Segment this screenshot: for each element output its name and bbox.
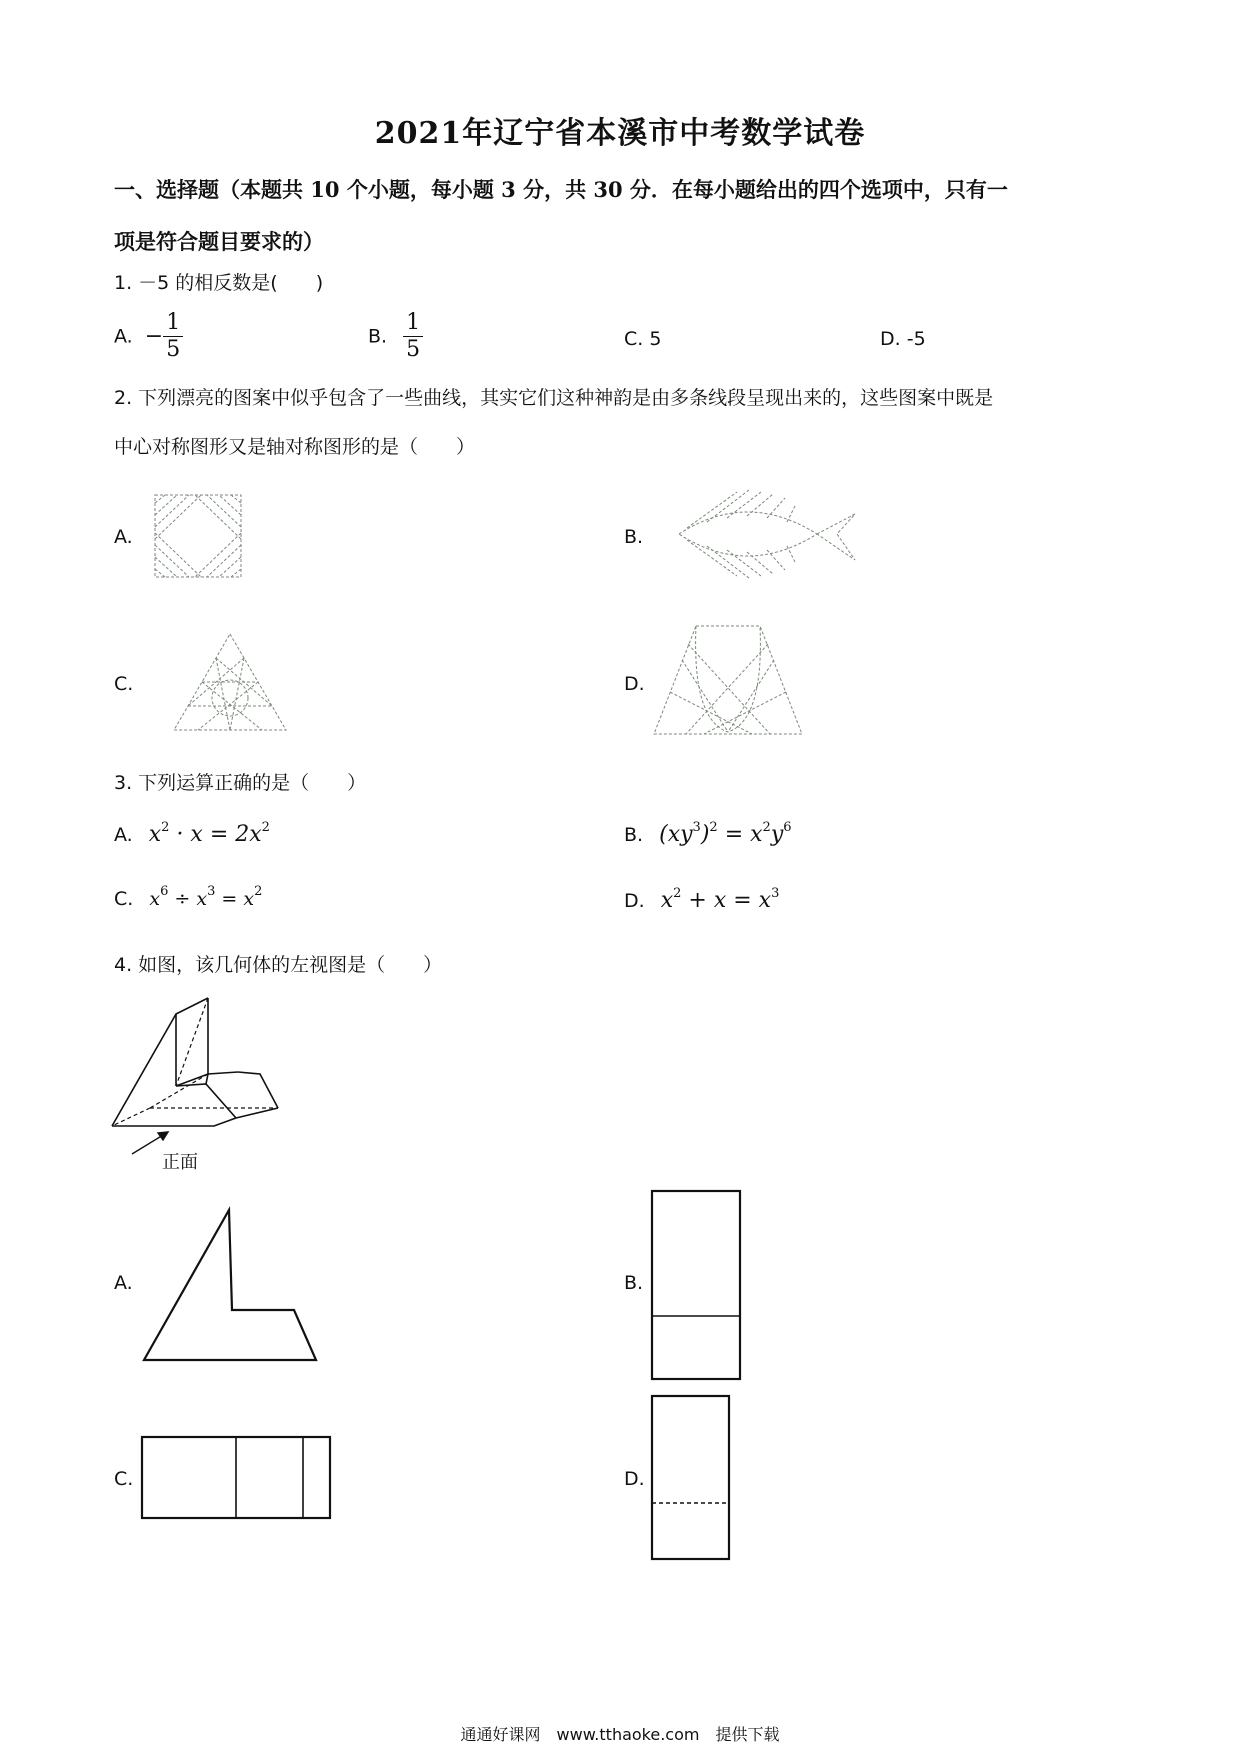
q3-option-b[interactable] [624, 822, 792, 847]
q1-option-a-label: A. [114, 325, 133, 348]
q3-option-a-label: A. [114, 824, 133, 846]
q1-option-a-sign: − [144, 324, 164, 349]
q4-option-d[interactable]: D. [624, 1468, 645, 1490]
q3-option-b-label: B. [624, 824, 644, 846]
q2-option-d[interactable]: D. [624, 673, 645, 695]
q2-option-a-pattern-image [153, 493, 243, 579]
q4-front-label: 正面 [162, 1152, 198, 1173]
q1-option-a-fraction [163, 310, 183, 363]
page-title: 2021年辽宁省本溪市中考数学试卷 [374, 116, 866, 151]
q3-stem: 3. 下列运算正确的是（ ） [114, 772, 367, 794]
page-footer[interactable]: 通通好课网 www.tthaoke.com 提供下载 [460, 1725, 780, 1744]
q2-option-c-pattern-image [172, 632, 288, 732]
q3-option-c-label: C. [114, 888, 134, 910]
q4-option-a-view-image [142, 1208, 322, 1364]
fraction-numerator: 1 [403, 310, 423, 337]
q3-option-b-expression: $(xy^3)^2 = x^2y^6$ [659, 820, 792, 847]
q1-option-a[interactable] [114, 310, 183, 363]
q2-option-d-pattern-image [652, 620, 804, 736]
q4-stem: 4. 如图，该几何体的左视图是（ ） [114, 954, 443, 976]
q1-option-b-fraction [403, 310, 423, 363]
q1-option-b[interactable] [368, 310, 423, 363]
q4-option-a[interactable]: A. [114, 1272, 133, 1294]
q4-option-b[interactable]: B. [624, 1272, 644, 1294]
q3-option-d[interactable] [624, 888, 779, 913]
q1-option-b-label: B. [368, 325, 388, 348]
q3-option-c[interactable] [114, 884, 263, 910]
q3-option-d-expression: $x^2 + x = x^3$ [660, 886, 780, 913]
q4-option-b-view-image [651, 1190, 743, 1382]
q2-stem-line1: 2. 下列漂亮的图案中似乎包含了一些曲线，其实它们这种神韵是由多条线段呈现出来的，这些图案中既是 [114, 387, 994, 409]
q4-option-d-view-image [651, 1395, 731, 1561]
q4-option-c-view-image [141, 1436, 333, 1520]
q2-option-a[interactable]: A. [114, 526, 133, 548]
q3-option-d-label: D. [624, 890, 645, 912]
q3-option-a[interactable] [114, 822, 270, 847]
fraction-numerator: 1 [163, 310, 183, 337]
q3-option-c-expression: $x^6 \div x^3 = x^2$ [149, 884, 263, 910]
q1-stem: 1. －5 的相反数是( ) [114, 272, 324, 294]
fraction-denominator: 5 [166, 337, 181, 362]
q1-option-d[interactable]: D. -5 [880, 328, 926, 350]
q2-option-c[interactable]: C. [114, 673, 134, 695]
section-heading-line1: 一、选择题（本题共 10 个小题，每小题 3 分，共 30 分．在每小题给出的四个选项中，只有一 [114, 177, 1008, 202]
q2-option-b[interactable]: B. [624, 526, 644, 548]
section-heading-line2: 项是符合题目要求的） [114, 229, 324, 254]
q4-option-c[interactable]: C. [114, 1468, 134, 1490]
q1-option-c[interactable]: C. 5 [624, 328, 662, 350]
q4-solid-figure-image [110, 994, 290, 1164]
q3-option-a-expression: $x^2 \cdot x = 2x^2$ [148, 820, 270, 847]
fraction-denominator: 5 [406, 337, 421, 362]
q2-stem-line2: 中心对称图形又是轴对称图形的是（ ） [114, 436, 476, 458]
q2-option-b-pattern-image [677, 488, 857, 580]
section-heading [114, 164, 1134, 268]
